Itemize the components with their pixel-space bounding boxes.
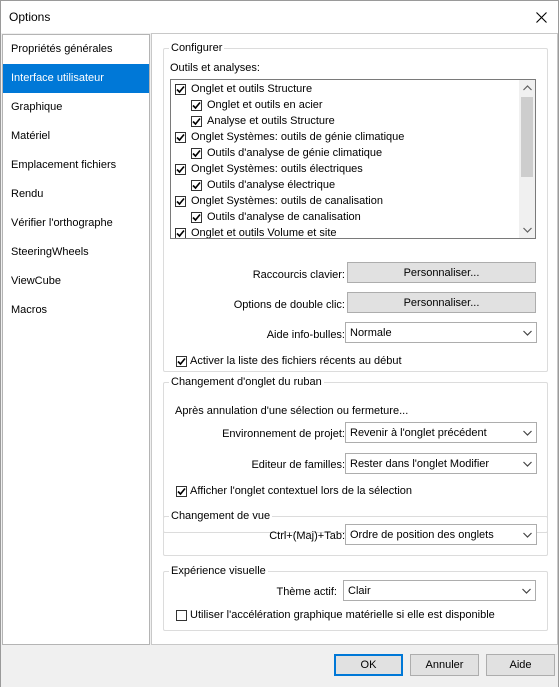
check-icon — [176, 165, 185, 174]
close-button[interactable] — [524, 1, 558, 33]
tree-item-label: Outils d'analyse électrique — [207, 179, 336, 191]
tree-item[interactable] — [175, 177, 517, 193]
checkbox[interactable] — [191, 212, 202, 223]
view-switch-shortcut-label: Ctrl+(Maj)+Tab: — [269, 530, 345, 542]
tools-tree — [175, 81, 517, 239]
tree-item[interactable] — [175, 145, 517, 161]
scroll-up-button[interactable] — [519, 80, 535, 96]
chevron-down-icon — [523, 423, 532, 442]
check-icon — [176, 229, 185, 238]
visual-experience-group — [163, 565, 548, 631]
tree-item[interactable] — [175, 129, 517, 145]
tree-scrollbar[interactable] — [519, 80, 535, 238]
checkbox[interactable] — [175, 84, 186, 95]
tree-item[interactable] — [175, 209, 517, 225]
window-body — [0, 33, 559, 687]
family-editor-label: Editeur de familles: — [251, 459, 345, 471]
double-click-customize-button[interactable]: Personnaliser... — [347, 292, 536, 313]
view-switch-select[interactable] — [345, 524, 537, 545]
hw-acceleration-label: Utiliser l'accélération graphique matérielle si elle est disponible — [190, 609, 495, 621]
tools-label: Outils et analyses: — [170, 62, 260, 74]
checkbox[interactable] — [175, 196, 186, 207]
tooltip-select[interactable] — [345, 322, 537, 343]
view-switch-legend: Changement de vue — [171, 510, 271, 522]
ribbon-legend: Changement d'onglet du ruban — [171, 376, 322, 388]
sidebar-item-hardware[interactable]: Matériel — [11, 130, 51, 142]
checkbox[interactable] — [175, 164, 186, 175]
tree-item-label: Outils d'analyse de canalisation — [207, 211, 361, 223]
project-env-label: Environnement de projet: — [222, 428, 345, 440]
cancel-button[interactable]: Annuler — [410, 654, 479, 676]
chevron-down-icon — [522, 581, 531, 600]
hw-acceleration-checkbox[interactable] — [176, 609, 495, 621]
project-env-value: Revenir à l'onglet précédent — [350, 426, 487, 439]
checkbox[interactable] — [191, 148, 202, 159]
checkbox[interactable] — [175, 132, 186, 143]
recent-files-checkbox[interactable] — [176, 355, 402, 367]
tooltip-value: Normale — [350, 326, 392, 339]
tree-item[interactable] — [175, 81, 517, 97]
sidebar-item-macros[interactable]: Macros — [11, 304, 48, 316]
title-bar — [0, 0, 559, 33]
tooltip-label: Aide info-bulles: — [266, 329, 345, 341]
check-icon — [176, 197, 185, 206]
check-icon — [176, 85, 185, 94]
sidebar-item-user-interface[interactable]: Interface utilisateur — [3, 64, 149, 93]
configure-group — [163, 42, 548, 372]
check-icon — [192, 101, 201, 110]
sidebar-item-viewcube[interactable]: ViewCube — [11, 275, 61, 287]
configure-legend: Configurer — [171, 42, 223, 54]
shortcuts-customize-button[interactable]: Personnaliser... — [347, 262, 536, 283]
chevron-down-icon — [523, 454, 532, 473]
view-switch-value: Ordre de position des onglets — [350, 528, 494, 541]
tree-item-label: Analyse et outils Structure — [207, 115, 335, 127]
project-env-select[interactable] — [345, 422, 537, 443]
check-icon — [192, 149, 201, 158]
tools-tree-list[interactable] — [170, 79, 536, 239]
check-icon — [177, 357, 186, 366]
shortcuts-label: Raccourcis clavier: — [252, 269, 345, 281]
window-title: Options — [9, 10, 51, 24]
checkbox[interactable] — [175, 228, 186, 239]
family-editor-select[interactable] — [345, 453, 537, 474]
check-icon — [177, 487, 186, 496]
ok-button[interactable]: OK — [334, 654, 403, 676]
help-button[interactable]: Aide — [486, 654, 555, 676]
sidebar-item-rendering[interactable]: Rendu — [11, 188, 44, 200]
check-icon — [192, 181, 201, 190]
tree-item[interactable] — [175, 113, 517, 129]
tree-item[interactable] — [175, 97, 517, 113]
tree-item-label: Onglet et outils en acier — [207, 99, 323, 111]
sidebar-item-file-locations[interactable]: Emplacement fichiers — [11, 159, 117, 171]
tree-item[interactable] — [175, 193, 517, 209]
chevron-down-icon — [523, 525, 532, 544]
tree-item-label: Onglet Systèmes: outils électriques — [191, 163, 363, 175]
tree-item-label: Onglet Systèmes: outils de canalisation — [191, 195, 383, 207]
sidebar-item-general[interactable]: Propriétés générales — [11, 43, 113, 55]
tree-item-label: Onglet et outils Structure — [191, 83, 313, 95]
checkbox[interactable] — [176, 486, 187, 497]
check-icon — [176, 133, 185, 142]
contextual-tab-checkbox[interactable] — [176, 485, 412, 497]
scroll-thumb[interactable] — [521, 97, 533, 177]
checkbox[interactable] — [176, 610, 187, 621]
checkbox[interactable] — [191, 180, 202, 191]
scroll-down-button[interactable] — [519, 222, 535, 238]
check-icon — [192, 213, 201, 222]
options-panel — [151, 33, 558, 645]
checkbox[interactable] — [191, 116, 202, 127]
chevron-up-icon — [523, 85, 532, 91]
close-icon — [536, 12, 547, 23]
theme-value: Clair — [348, 584, 371, 597]
tree-item[interactable] — [175, 225, 517, 239]
sidebar-item-steeringwheels[interactable]: SteeringWheels — [11, 246, 89, 258]
theme-label: Thème actif: — [276, 586, 337, 598]
after-cancel-label: Après annulation d'une sélection ou fermeture... — [175, 405, 409, 417]
tree-item[interactable] — [175, 161, 517, 177]
visual-legend: Expérience visuelle — [171, 565, 266, 577]
family-editor-value: Rester dans l'onglet Modifier — [350, 457, 490, 470]
contextual-tab-label: Afficher l'onglet contextuel lors de la sélection — [190, 485, 413, 497]
theme-select[interactable] — [343, 580, 536, 601]
chevron-down-icon — [523, 227, 532, 233]
double-click-label: Options de double clic: — [233, 299, 345, 311]
recent-files-label: Activer la liste des fichiers récents au début — [190, 355, 402, 367]
checkbox[interactable] — [176, 356, 187, 367]
chevron-down-icon — [523, 323, 532, 342]
check-icon — [192, 117, 201, 126]
tree-item-label: Outils d'analyse de génie climatique — [207, 147, 383, 159]
checkbox[interactable] — [191, 100, 202, 111]
sidebar — [2, 34, 150, 645]
tree-item-label: Onglet et outils Volume et site — [191, 227, 337, 239]
tree-item-label: Onglet Systèmes: outils de génie climatique — [191, 131, 405, 143]
view-switch-group — [163, 510, 548, 556]
sidebar-item-spelling[interactable]: Vérifier l'orthographe — [11, 217, 113, 229]
sidebar-item-graphics[interactable]: Graphique — [11, 101, 63, 113]
